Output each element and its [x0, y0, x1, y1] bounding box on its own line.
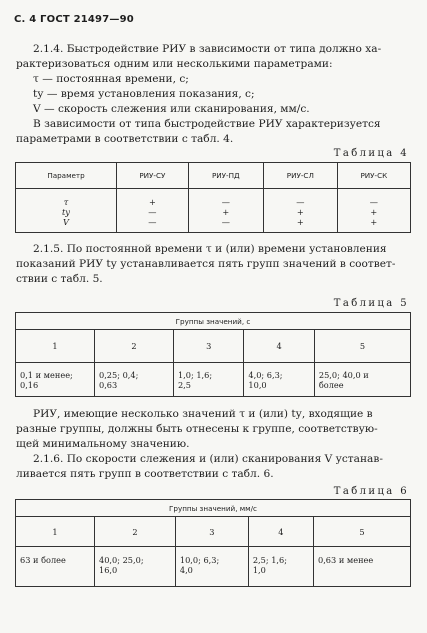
definition-ty: tу — время установления показания, с;	[33, 88, 255, 100]
table6-num-1: 1	[16, 517, 95, 547]
table4-param-ty: tу	[61, 207, 71, 217]
table4-sl-tau: —	[296, 197, 305, 207]
table5-num-3: 3	[173, 330, 243, 363]
table4-pd-ty: +	[222, 207, 230, 217]
table6-group-header: Группы значений, мм/с	[16, 500, 411, 517]
table5-num-1: 1	[16, 330, 95, 363]
table4-pd-tau: —	[221, 197, 230, 207]
table4-sl-v: +	[296, 217, 304, 227]
table6-val-2b: 16,0	[99, 565, 118, 575]
table4-pd-v: —	[221, 217, 230, 227]
table4-header-sl: РИУ-СЛ	[263, 163, 337, 189]
section-214-line6: В зависимости от типа быстродействие РИУ характеризуется	[33, 118, 381, 130]
table5-num-4: 4	[244, 330, 314, 363]
table4-header-pd: РИУ-ПД	[188, 163, 263, 189]
table5-val-5b: более	[318, 380, 344, 390]
table6-val-3a: 10,0; 6,3;	[179, 555, 220, 565]
para-riu-line2: разные группы, должны быть отнесены к группе, соответствую-	[16, 423, 378, 435]
para-riu-line1: РИУ, имеющие несколько значений τ и (или) tу, входящие в	[33, 408, 373, 420]
table5-group-header: Группы значений, с	[16, 313, 411, 330]
table5-val-5a: 25,0; 40,0 и	[318, 370, 369, 380]
section-215-line2: показаний РИУ tу устанавливается пять групп значений в соответ-	[16, 258, 396, 270]
table6-val-1a: 63 и более	[20, 555, 66, 565]
section-216-line1: 2.1.6. По скорости слежения и (или) сканирования V устанав-	[33, 453, 383, 465]
section-214-line2: рактеризоваться одним или несколькими параметрами:	[16, 58, 333, 70]
table4-param-v: V	[63, 217, 69, 227]
table5-num-2: 2	[95, 330, 174, 363]
table5-num-5: 5	[314, 330, 410, 363]
table4-su-v: —	[148, 217, 157, 227]
definition-v: V — скорость слежения или сканирования, мм/с.	[33, 103, 310, 115]
table4-sk-v: +	[370, 217, 378, 227]
table5	[15, 312, 411, 397]
section-215-line3: ствии с табл. 5.	[16, 273, 103, 285]
table4-sk-ty: +	[370, 207, 378, 217]
table4-su-tau: +	[148, 197, 156, 207]
page-header: С. 4 ГОСТ 21497—90	[14, 14, 134, 25]
table6-val-4b: 1,0	[252, 565, 266, 575]
table6-num-3: 3	[175, 517, 248, 547]
table6	[15, 499, 411, 587]
section-214-line1: 2.1.4. Быстродействие РИУ в зависимости от типа должно ха-	[33, 43, 382, 55]
table6-val-5a: 0,63 и менее	[317, 555, 374, 565]
table4-header-sk: РИУ-СК	[337, 163, 410, 189]
table6-num-5: 5	[313, 517, 410, 547]
table5-val-1b: 0,16	[20, 380, 39, 390]
table4-sl-ty: +	[296, 207, 304, 217]
section-215-line1: 2.1.5. По постоянной времени τ и (или) времени установления	[33, 243, 387, 255]
table6-val-3b: 4,0	[179, 565, 193, 575]
table5-val-4a: 4,0; 6,3;	[248, 370, 283, 380]
table6-val-4a: 2,5; 1,6;	[252, 555, 288, 565]
table6-num-2: 2	[95, 517, 176, 547]
table5-val-4b: 10,0	[248, 380, 267, 390]
table5-val-1a: 0,1 и менее;	[20, 370, 73, 380]
table5-caption: Таблица 5	[333, 298, 409, 309]
para-riu-line3: щей минимальному значению.	[16, 438, 190, 450]
table4-su-ty: —	[148, 207, 157, 217]
table5-val-3a: 1,0; 1,6;	[177, 370, 213, 380]
table6-val-2a: 40,0; 25,0;	[99, 555, 144, 565]
table5-val-2b: 0,63	[99, 380, 118, 390]
table4-header-su: РИУ-СУ	[117, 163, 189, 189]
table4-param-tau: τ	[63, 197, 69, 207]
table4-header-param: Параметр	[16, 163, 117, 189]
table5-val-3b: 2,5	[177, 380, 191, 390]
definition-tau: τ — постоянная времени, с;	[33, 73, 189, 85]
table5-val-2a: 0,25; 0,4;	[99, 370, 139, 380]
section-216-line2: ливается пять групп в соответствии с табл. 6.	[16, 468, 274, 480]
table6-caption: Таблица 6	[333, 486, 409, 497]
table6-num-4: 4	[248, 517, 313, 547]
table4-caption: Таблица 4	[333, 148, 409, 159]
table4-sk-tau: —	[369, 197, 378, 207]
table4	[15, 162, 411, 233]
section-214-line7: параметрами в соответствии с табл. 4.	[16, 133, 234, 145]
